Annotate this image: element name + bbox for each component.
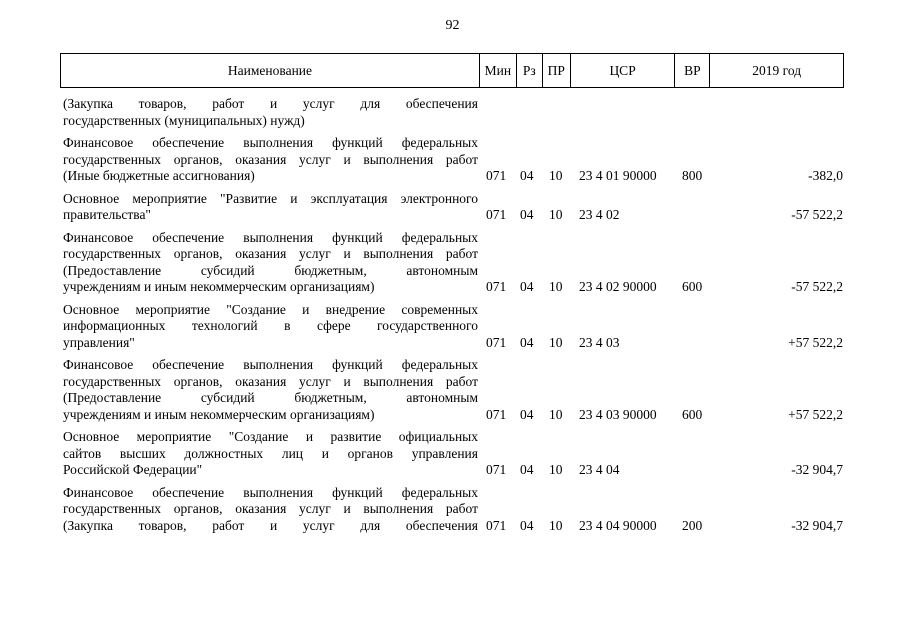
row-min: 071 [486,207,507,222]
row-amount: -57 522,2 [791,207,843,222]
row-vr: 600 [682,279,703,294]
row-rz: 04 [520,406,534,422]
row-name-line: (Иные бюджетные ассигнования) [63,168,255,183]
row-vr: 800 [682,168,703,183]
row-csr: 23 4 04 90000 [579,517,657,533]
row-amount: -32 904,7 [791,517,843,533]
row-pr: 10 [549,406,563,422]
row-rz: 04 [520,517,534,533]
row-codes [60,335,844,352]
row-name-line: (Закупка товаров, работ и услуг для обеспечения [63,517,478,533]
row-csr: 23 4 02 [579,207,620,222]
row-codes [60,279,844,296]
row-name-line: (Предоставление субсидий бюджетным, автономным [63,262,478,278]
row-rz: 04 [520,207,534,222]
header-rz: Рз [517,54,543,87]
row-pr: 10 [549,462,563,477]
row-vr: 200 [682,517,703,533]
row-min: 071 [486,462,507,477]
row-vr: 600 [682,406,703,422]
row-codes [60,518,844,535]
row-csr: 23 4 04 [579,462,620,477]
row-name-line: государственных (муниципальных) нужд) [63,112,305,128]
row-codes [60,168,844,185]
row-pr: 10 [549,168,563,183]
row-name-line: Финансовое обеспечение выполнения функций федеральных [63,135,478,150]
table-row [60,485,844,535]
row-min: 071 [486,406,507,422]
row-rz: 04 [520,279,534,294]
row-name-line: Финансовое обеспечение выполнения функций федеральных [63,357,478,372]
table-row [60,230,844,296]
row-codes [60,407,844,424]
row-pr: 10 [549,334,563,350]
row-name-line: сайтов высших должностных лиц и органов управления [63,445,478,461]
row-name-line: учреждениям и иным некоммерческим организациям) [63,279,375,294]
row-name-line: управления" [63,334,135,350]
table-row [60,357,844,423]
row-pr: 10 [549,207,563,222]
row-name-line: Основное мероприятие "Создание и внедрение современных [63,301,478,317]
row-name-line: Основное мероприятие "Создание и развитие официальных [63,429,478,444]
row-csr: 23 4 01 90000 [579,168,657,183]
row-name-line: Основное мероприятие "Развитие и эксплуатация электронного [63,190,478,206]
row-csr: 23 4 03 90000 [579,406,657,422]
row-rz: 04 [520,462,534,477]
row-amount: +57 522,2 [788,406,843,422]
table-row [60,135,844,185]
header-min: Мин [480,54,517,87]
row-csr: 23 4 02 90000 [579,279,657,294]
table-row [60,429,844,479]
row-name-line: Финансовое обеспечение выполнения функций федеральных [63,484,478,500]
row-name-line: государственных органов, оказания услуг и выполнения работ [63,246,478,261]
row-name-line: государственных органов, оказания услуг и выполнения работ [63,501,478,516]
header-year: 2019 год [752,62,802,78]
row-amount: -57 522,2 [791,279,843,294]
row-amount: +57 522,2 [788,334,843,350]
row-name-line: правительства" [63,207,151,222]
row-name-line: Российской Федерации" [63,462,203,477]
row-min: 071 [486,168,507,183]
table-header [60,53,844,88]
row-min: 071 [486,517,507,533]
row-name-line: учреждениям и иным некоммерческим организациям) [63,406,375,422]
page-number: 92 [445,18,460,33]
row-name-line: государственных органов, оказания услуг и выполнения работ [63,151,478,167]
row-name-line: Финансовое обеспечение выполнения функций федеральных [63,229,478,245]
header-csr: ЦСР [571,54,676,87]
row-rz: 04 [520,334,534,350]
row-name-line: информационных технологий в сфере государственного [63,318,478,333]
row-min: 071 [486,279,507,294]
row-name-line: (Предоставление субсидий бюджетным, автономным [63,390,478,405]
header-vr: ВР [675,54,710,87]
table-row [60,96,844,129]
row-pr: 10 [549,517,563,533]
table-row [60,302,844,352]
row-amount: -382,0 [808,168,843,183]
row-name-line: государственных органов, оказания услуг и выполнения работ [63,373,478,389]
row-codes [60,462,844,479]
header-pr: ПР [543,54,571,87]
row-pr: 10 [549,279,563,294]
table-row [60,191,844,224]
row-rz: 04 [520,168,534,183]
row-amount: -32 904,7 [791,462,843,477]
row-codes [60,207,844,224]
table-body [60,96,844,540]
row-codes [60,113,844,130]
row-min: 071 [486,334,507,350]
row-name-line: (Закупка товаров, работ и услуг для обеспечения [63,96,478,111]
header-name: Наименование [61,54,480,87]
row-csr: 23 4 03 [579,334,620,350]
